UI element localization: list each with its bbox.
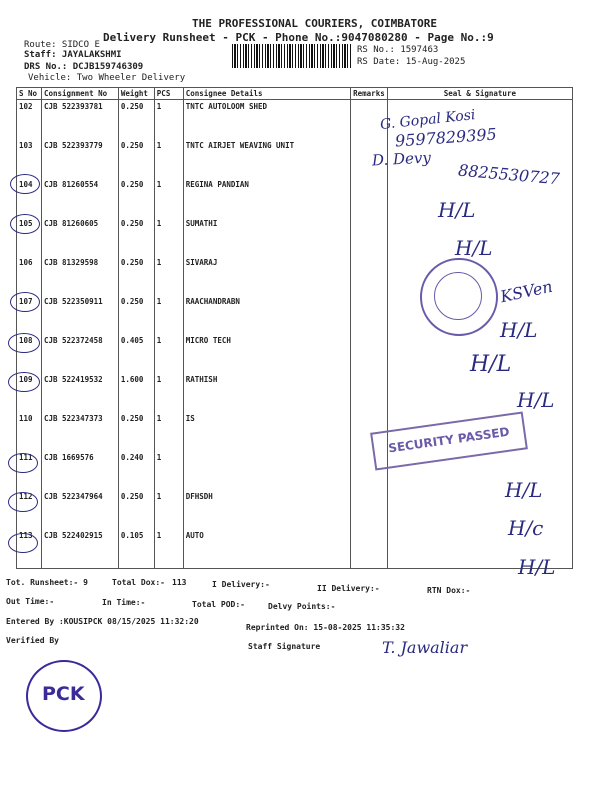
- remarks: [351, 178, 388, 217]
- sno: 107: [17, 295, 42, 334]
- pcs: 1: [154, 295, 183, 334]
- consignee: RATHISH: [183, 373, 350, 412]
- consignee: IS: [183, 412, 350, 451]
- col-seal-signature: Seal & Signature: [387, 88, 572, 100]
- remarks: [351, 529, 388, 569]
- remarks: [351, 217, 388, 256]
- consignment-no: CJB 522419532: [41, 373, 118, 412]
- table-row: [17, 373, 573, 412]
- weight: 0.250: [118, 178, 154, 217]
- phone-row-102: 9597829395: [394, 124, 498, 151]
- pcs: 1: [154, 139, 183, 178]
- signature-row-108b: H/L: [470, 352, 512, 377]
- pck-stamp: [26, 660, 102, 732]
- consignee: RAACHANDRABN: [183, 295, 350, 334]
- signature-row-102: G. Gopal Kosi: [379, 107, 477, 133]
- tot-runsheet: Tot. Runsheet:- 9: [6, 578, 88, 587]
- seal-signature: [387, 490, 572, 529]
- sno-circle: [8, 333, 40, 353]
- sno: 106: [17, 256, 42, 295]
- in-time: In Time:-: [102, 598, 146, 607]
- total-dox-label: Total Dox:-: [112, 578, 165, 587]
- weight: 0.250: [118, 217, 154, 256]
- consignment-no: CJB 522402915: [41, 529, 118, 569]
- signature-row-108: H/L: [500, 318, 538, 342]
- signature-row-113: H/L: [518, 555, 556, 579]
- sno-circle: [8, 492, 38, 512]
- runsheet-table: [16, 87, 573, 569]
- sno: 102: [17, 100, 42, 140]
- consignee: DFHSDH: [183, 490, 350, 529]
- consignee: MICRO TECH: [183, 334, 350, 373]
- weight: 0.240: [118, 451, 154, 490]
- table-header-row: [17, 88, 573, 100]
- table-row: [17, 529, 573, 569]
- consignee: SIVARAJ: [183, 256, 350, 295]
- reprinted-on: Reprinted On: 15-08-2025 11:35:32: [246, 623, 405, 632]
- sno: 105: [17, 217, 42, 256]
- signature-row-103: D. Devy: [371, 148, 432, 170]
- signature-row-107: KSVen: [498, 276, 555, 307]
- staff-label: Staff: JAYALAKSHMI: [24, 50, 122, 60]
- pcs: 1: [154, 334, 183, 373]
- signature-row-112: H/c: [508, 516, 544, 540]
- weight: 0.250: [118, 295, 154, 334]
- sno: 108: [17, 334, 42, 373]
- consignment-no: CJB 81260605: [41, 217, 118, 256]
- out-time: Out Time:-: [6, 597, 55, 606]
- pcs: 1: [154, 178, 183, 217]
- total-dox-value: 113: [172, 578, 187, 587]
- remarks: [351, 334, 388, 373]
- col-consignee: Consignee Details: [183, 88, 350, 100]
- entered-by: Entered By :KOUSIPCK 08/15/2025 11:32:20: [6, 617, 199, 626]
- page-subtitle: Delivery Runsheet - PCK - Phone No.:9047080280 - Page No.:9: [103, 31, 494, 44]
- verified-by: Verified By: [6, 636, 59, 645]
- table-row: [17, 178, 573, 217]
- barcode: [232, 44, 352, 68]
- consignment-no: CJB 522347373: [41, 412, 118, 451]
- weight: 0.250: [118, 100, 154, 140]
- signature-row-109: H/L: [517, 388, 555, 412]
- signature-row-104: H/L: [438, 198, 476, 222]
- i-delivery: I Delivery:-: [212, 580, 270, 589]
- sno: 104: [17, 178, 42, 217]
- rs-date: RS Date: 15-Aug-2025: [357, 57, 466, 67]
- weight: 0.105: [118, 529, 154, 569]
- pcs: 1: [154, 412, 183, 451]
- sno-circle: [8, 453, 38, 473]
- company-name: THE PROFESSIONAL COURIERS, COIMBATORE: [192, 17, 438, 30]
- sno-circle: [10, 214, 40, 234]
- consignee: TNTC AUTOLOOM SHED: [183, 100, 350, 140]
- phone-row-103: 8825530727: [457, 160, 561, 189]
- staff-signature: T. Jawaliar: [382, 638, 468, 657]
- sno: 113: [17, 529, 42, 569]
- consignment-no: CJB 522393781: [41, 100, 118, 140]
- ii-delivery: II Delivery:-: [317, 584, 380, 593]
- route-label: Route: SIDCO E: [24, 40, 100, 50]
- pcs: 1: [154, 529, 183, 569]
- consignee: SUMATHI: [183, 217, 350, 256]
- table-row: [17, 490, 573, 529]
- weight: 0.250: [118, 139, 154, 178]
- sno-circle: [8, 372, 40, 392]
- col-consignment: Consignment No: [41, 88, 118, 100]
- pcs: 1: [154, 451, 183, 490]
- col-pcs: PCS: [154, 88, 183, 100]
- total-pod: Total POD:-: [192, 600, 245, 609]
- consignment-no: CJB 522347964: [41, 490, 118, 529]
- consignee: REGINA PANDIAN: [183, 178, 350, 217]
- consignment-no: CJB 522372458: [41, 334, 118, 373]
- weight: 0.250: [118, 490, 154, 529]
- consignment-no: CJB 81260554: [41, 178, 118, 217]
- sno: 110: [17, 412, 42, 451]
- consignment-no: CJB 1669576: [41, 451, 118, 490]
- pck-stamp-text: PCK: [42, 683, 85, 705]
- weight: 0.405: [118, 334, 154, 373]
- round-seal-stamp: [420, 258, 498, 336]
- consignee: TNTC AIRJET WEAVING UNIT: [183, 139, 350, 178]
- pcs: 1: [154, 490, 183, 529]
- security-stamp-text: SECURITY PASSED: [387, 424, 511, 456]
- consignment-no: CJB 522350911: [41, 295, 118, 334]
- consignment-no: CJB 522393779: [41, 139, 118, 178]
- signature-row-105: H/L: [455, 236, 493, 260]
- pcs: 1: [154, 256, 183, 295]
- consignee: AUTO: [183, 529, 350, 569]
- sno: 112: [17, 490, 42, 529]
- table-row: [17, 451, 573, 490]
- vehicle-label: Vehicle: Two Wheeler Delivery: [28, 73, 186, 83]
- pcs: 1: [154, 217, 183, 256]
- sno-circle: [8, 533, 38, 553]
- weight: 1.600: [118, 373, 154, 412]
- weight: 0.250: [118, 412, 154, 451]
- col-sno: S No: [17, 88, 42, 100]
- pcs: 1: [154, 100, 183, 140]
- rs-number: RS No.: 1597463: [357, 45, 439, 55]
- drs-number: DRS No.: DCJB159746309: [24, 62, 144, 72]
- signature-row-111: H/L: [505, 478, 543, 502]
- sno: 111: [17, 451, 42, 490]
- col-remarks: Remarks: [351, 88, 388, 100]
- consignment-no: CJB 81329598: [41, 256, 118, 295]
- remarks: [351, 490, 388, 529]
- remarks: [351, 295, 388, 334]
- col-weight: Weight: [118, 88, 154, 100]
- delvy-points: Delvy Points:-: [268, 602, 336, 611]
- remarks: [351, 256, 388, 295]
- sno-circle: [10, 174, 40, 194]
- staff-signature-label: Staff Signature: [248, 642, 321, 651]
- sno-circle: [10, 292, 40, 312]
- sno: 103: [17, 139, 42, 178]
- rtn-dox: RTN Dox:-: [427, 586, 471, 595]
- weight: 0.250: [118, 256, 154, 295]
- consignee: [183, 451, 350, 490]
- sno: 109: [17, 373, 42, 412]
- pcs: 1: [154, 373, 183, 412]
- remarks: [351, 373, 388, 412]
